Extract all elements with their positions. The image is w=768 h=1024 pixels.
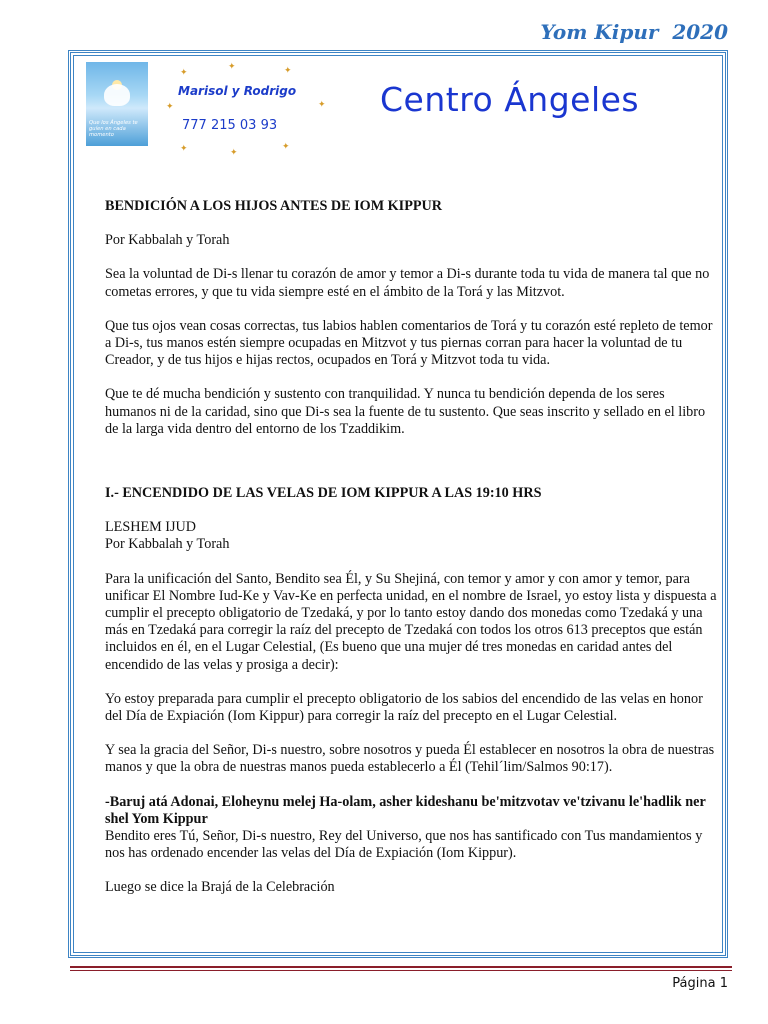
leshem-ijud-label: LESHEM IJUD [105,519,197,536]
paragraph: Para la unificación del Santo, Bendito sea Él, y Su Shejiná, con temor y amor y con amor y temor, para unificar El Nombre Iud-Ke y Vav-Ke en perfecta unidad, en el nombre de Israel, yo estoy lista y dispuesta a cumplir el precepto obligatorio de Tzedaká, y por lo tanto estoy dando dos monedas como Tzedaká y una más en Tzedaká para corregir la raíz del precepto de Tzedaká con todos los otros 613 preceptos que están incluidos en él, en el Lugar Celestial, (Es bueno que una mujer dé tres monedas en caridad antes del encendido de las velas y prosiga a decir): [105,570,717,673]
footer-divider [70,966,732,968]
sparkle-icon: ✦ [282,142,290,152]
document-header-title: Yom Kipur 2020 [540,20,728,44]
angel-icon [104,84,130,106]
section-heading: BENDICIÓN A LOS HIJOS ANTES DE IOM KIPPUR [105,198,443,214]
paragraph: Yo estoy preparada para cumplir el precepto obligatorio de los sabios del encendido de las velas en honor del Día de Expiación (Iom Kippur) para corregir la raíz del precepto en el Lugar Celestial. [105,690,703,725]
sponsor-name: Marisol y Rodrigo [178,84,297,98]
logo-caption: Que los Ángeles te guíen en cada momento [89,120,138,138]
paragraph: Que tus ojos vean cosas correctas, tus labios hablen comentarios de Torá y tu corazón esté repleto de temor a Di-s, tus manos estén siempre ocupadas en Mitzvot y tus piernas corran para hacer la voluntad de tu Creador, y de tus hijos e hijas rectos, ocupados en Torá y Mitzvot toda tu vida. [105,317,713,369]
closing-line: Luego se dice la Brajá de la Celebración [105,879,335,896]
sparkle-icon: ✦ [180,144,188,154]
sponsor-phone: 777 215 03 93 [182,118,278,133]
footer-divider [70,970,732,971]
paragraph: Sea la voluntad de Di-s llenar tu corazón de amor y temor a Di-s durante toda tu vida de manera tal que no cometas errores, y que tu vida siempre esté en el ámbito de la Torá y las Mitzvot. [105,266,710,300]
sparkle-icon: ✦ [230,148,238,158]
document-body [105,198,717,897]
sparkle-icon: ✦ [284,66,292,76]
section-heading: I.- ENCENDIDO DE LAS VELAS DE IOM KIPPUR A LAS 19:10 HRS [105,485,542,502]
sparkle-icon: ✦ [166,102,174,112]
blessing-text: -Baruj atá Adonai, Eloheynu melej Ha-olam, asher kideshanu be'mitzvotav ve'tzivanu le'hadlik ner shel Yom Kippur [105,793,706,827]
page-number: Página 1 [672,976,728,991]
blessing-translation: Bendito eres Tú, Señor, Di-s nuestro, Rey del Universo, que nos has santificado con Tus mandamientos y nos has ordenado encender las velas del Día de Expiación (Iom Kippur). [105,828,703,862]
angel-logo-image [86,62,148,146]
byline: Por Kabbalah y Torah [105,536,230,553]
sparkle-icon: ✦ [180,68,188,78]
sparkle-icon: ✦ [228,62,236,72]
sparkle-icon: ✦ [318,100,326,110]
paragraph: Y sea la gracia del Señor, Di-s nuestro, sobre nosotros y pueda Él establecer en nosotros la obra de nuestras manos y que la obra de nuestras manos pueda establecerlo a Él (Tehil´lim/Salmos 90:17). [105,742,715,776]
byline: Por Kabbalah y Torah [105,232,230,249]
paragraph: Que te dé mucha bendición y sustento con tranquilidad. Y nunca tu bendición dependa de los seres humanos ni de la caridad, sino que Di-s sea la fuente de tu sustento. Que seas inscrito y sellado en el libro de la larga vida dentro del entorno de los Tzaddikim. [105,386,706,437]
center-title: Centro Ángeles [380,80,640,119]
